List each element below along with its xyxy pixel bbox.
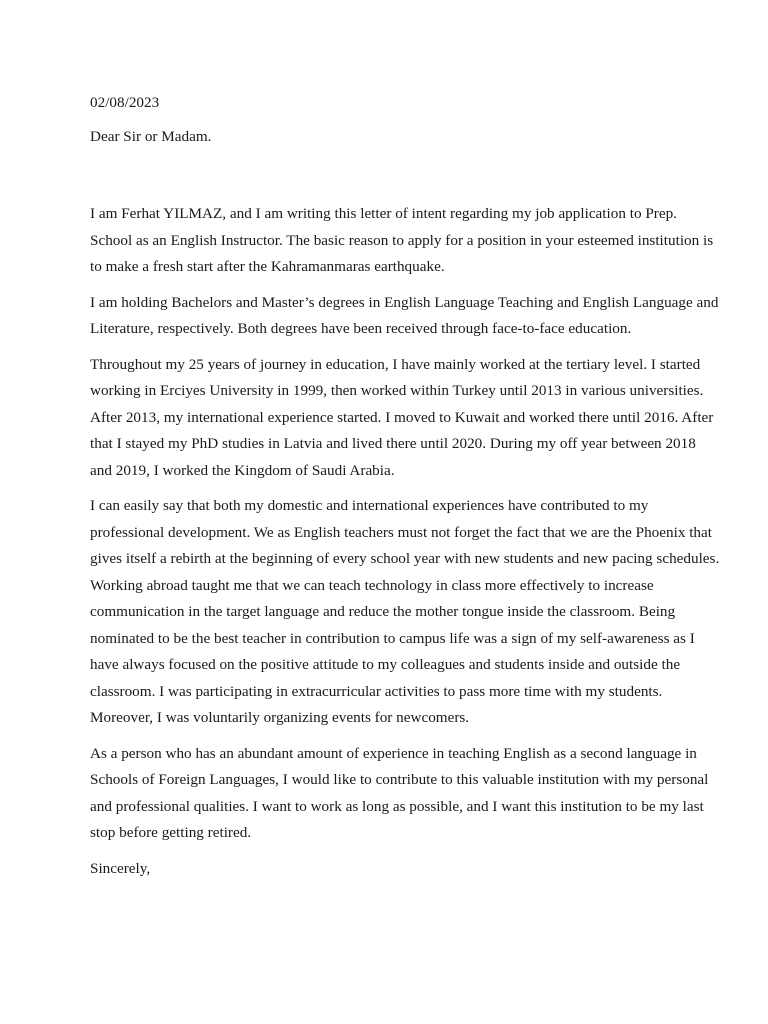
letter-page (90, 90, 720, 882)
closing: Sincerely, (90, 859, 151, 877)
paragraph-work-history: Throughout my 25 years of journey in education, I have mainly worked at the tertiary level. I started working in Erciyes University in 1999, then worked within Turkey until 2013 in various universities. After 2013, my international experience started. I moved to Kuwait and worked there until 2016. After that I stayed my PhD studies in Latvia and lived there until 2020. During my off year between 2018 and 2019, I worked the Kingdom of Saudi Arabia. (90, 355, 714, 479)
paragraph-experience: I can easily say that both my domestic and international experiences have contributed to my professional development. We as English teachers must not forget the fact that we are the Phoenix that gives itself a rebirth at the beginning of every school year with new students and new pacing schedules. Working abroad taught me that we can teach technology in class more effectively to increase communication in the target language and reduce the mother tongue inside the classroom. Being nominated to be the best teacher in contribution to campus life was a sign of my self-awareness as I have always focused on the positive attitude to my colleagues and students inside and outside the classroom. I was participating in extracurricular activities to pass more time with my students. Moreover, I was voluntarily organizing events for newcomers. (90, 497, 720, 726)
paragraph-education: I am holding Bachelors and Master’s degrees in English Language Teaching and English Language and Literature, respectively. Both degrees have been received through face-to-face education. (90, 293, 719, 337)
letter-date: 02/08/2023 (90, 94, 160, 111)
paragraph-introduction: I am Ferhat YILMAZ, and I am writing this letter of intent regarding my job application to Prep. School as an English Instructor. The basic reason to apply for a position in your esteemed institution is to make a fresh start after the Kahramanmaras earthquake. (90, 205, 714, 275)
paragraph-conclusion: As a person who has an abundant amount of experience in teaching English as a second language in Schools of Foreign Languages, I would like to contribute to this valuable institution with my personal and professional qualities. I want to work as long as possible, and I want this institution to be my last stop before getting retired. (90, 744, 709, 841)
salutation: Dear Sir or Madam. (90, 127, 212, 145)
